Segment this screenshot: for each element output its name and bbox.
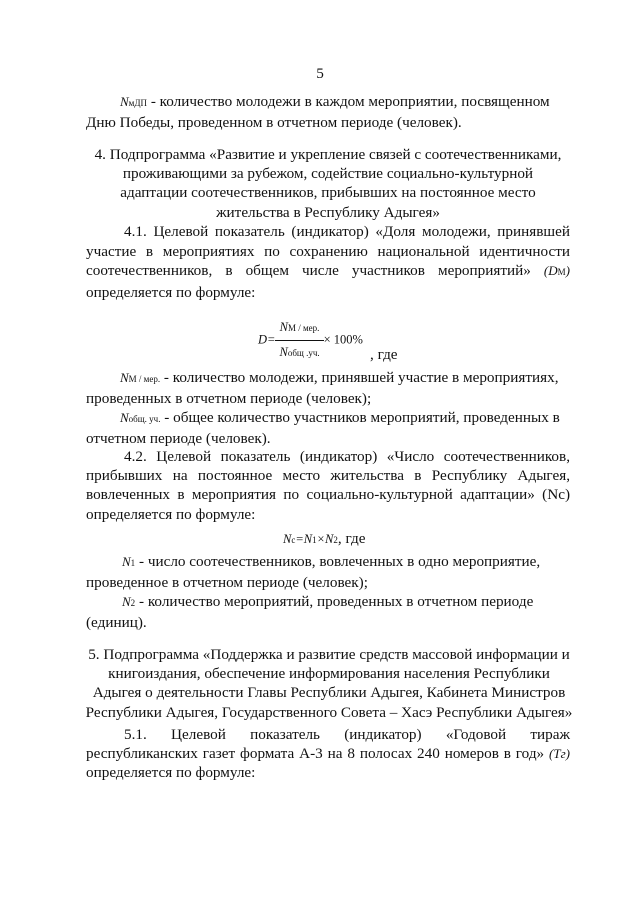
intro-text-first: - количество молодежи в каждом мероприятии, посвященном (147, 93, 550, 110)
indicator-4-1-text: 4.1. Целевой показатель (индикатор) «Доля молодежи, принявшей участие в мероприятиях по сохранению национальной идентичности соотечественников, в общем числе участников мероприятий» (DM) (86, 223, 570, 279)
formula-4-1-fraction (275, 318, 323, 363)
subprogram-5-heading: 5. Подпрограмма «Поддержка и развитие средств массовой информации и книгоиздания, обеспечение информирования населения Республики Адыгея о деятельности Главы Республики Адыгея, Кабинета Министров Республики Адыгея, Государственного Совета – Хасэ Республики Адыгея» (85, 646, 573, 721)
indicator-4-2-text: 4.2. Целевой показатель (индикатор) «Число соотечественников, прибывших на постоянное место жительства в Республику Адыгея, вовлеченных в мероприятия по социально-культурной адаптации» (Nc) определяется по формуле: (86, 448, 570, 523)
def-4-1-first-symbol: NM / мер. (120, 370, 161, 385)
formula-4-1-rhs: × 100% (323, 332, 363, 347)
def-4-2-second (86, 592, 570, 632)
def-4-2-second-text: - количество мероприятий, проведенных в отчетном периоде (135, 593, 534, 610)
subprogram-4-heading: 4. Подпрограмма «Развитие и укрепление связей с соотечественниками, проживающими за рубежом, содействие социально-культурной адаптации соотечественников, прибывших на постоянное место жительства в Республику Адыгея» (94, 146, 562, 221)
indicator-4-1-symbol: (DM) (543, 263, 570, 278)
indicator-5-1-paragraph (86, 725, 570, 783)
formula-4-1-where: , где (370, 346, 398, 363)
formula-4-2-where: , где (337, 530, 366, 547)
indicator-4-1-paragraph (86, 222, 570, 302)
intro-definition (86, 92, 570, 132)
formula-4-1-numerator: NM / мер. (275, 318, 323, 341)
indicator-5-1-text: 5.1. Целевой показатель (индикатор) «Годовой тираж республиканских газет формата А-3 на 8 полосах 240 номеров в год» (Tг) определяется по формуле: (86, 726, 570, 782)
def-4-1-second (86, 408, 570, 448)
def-4-1-first-text: - количество молодежи, принявшей участие в мероприятиях, (160, 369, 559, 386)
def-4-2-first-rest: проведенное в отчетном периоде (человек); (86, 574, 368, 592)
def-4-2-first (86, 552, 570, 592)
page-number: 5 (316, 65, 324, 82)
def-4-2-second-symbol: N2 (122, 594, 136, 609)
formula-4-2: Nc=N1×N2, где (283, 530, 366, 547)
formula-4-1 (258, 318, 363, 363)
formula-4-1-lhs: D= (258, 332, 276, 347)
def-4-2-first-text: - число соотечественников, вовлеченных в одно мероприятие, (135, 553, 541, 570)
intro-text-rest: Дню Победы, проведенном в отчетном периоде (человек). (86, 114, 462, 132)
indicator-4-1-tail: определяется по формуле: (86, 283, 256, 301)
def-4-1-second-symbol: Nобщ. уч. (120, 410, 161, 425)
indicator-5-1-symbol: (Tг) (549, 746, 570, 762)
def-4-2-first-symbol: N1 (122, 554, 136, 569)
def-4-1-first-rest: проведенных в отчетном периоде (человек); (86, 390, 372, 408)
def-4-2-second-rest: (единиц). (86, 614, 147, 632)
def-4-1-first (86, 368, 570, 408)
indicator-5-1-tail: определяется по формуле: (86, 764, 256, 782)
intro-symbol: NмДП (120, 94, 148, 109)
def-4-1-second-text: - общее количество участников мероприятий, проведенных в (160, 409, 560, 426)
formula-4-1-denominator: Nобщ .уч. (279, 345, 320, 360)
def-4-1-second-rest: отчетном периоде (человек). (86, 430, 271, 448)
